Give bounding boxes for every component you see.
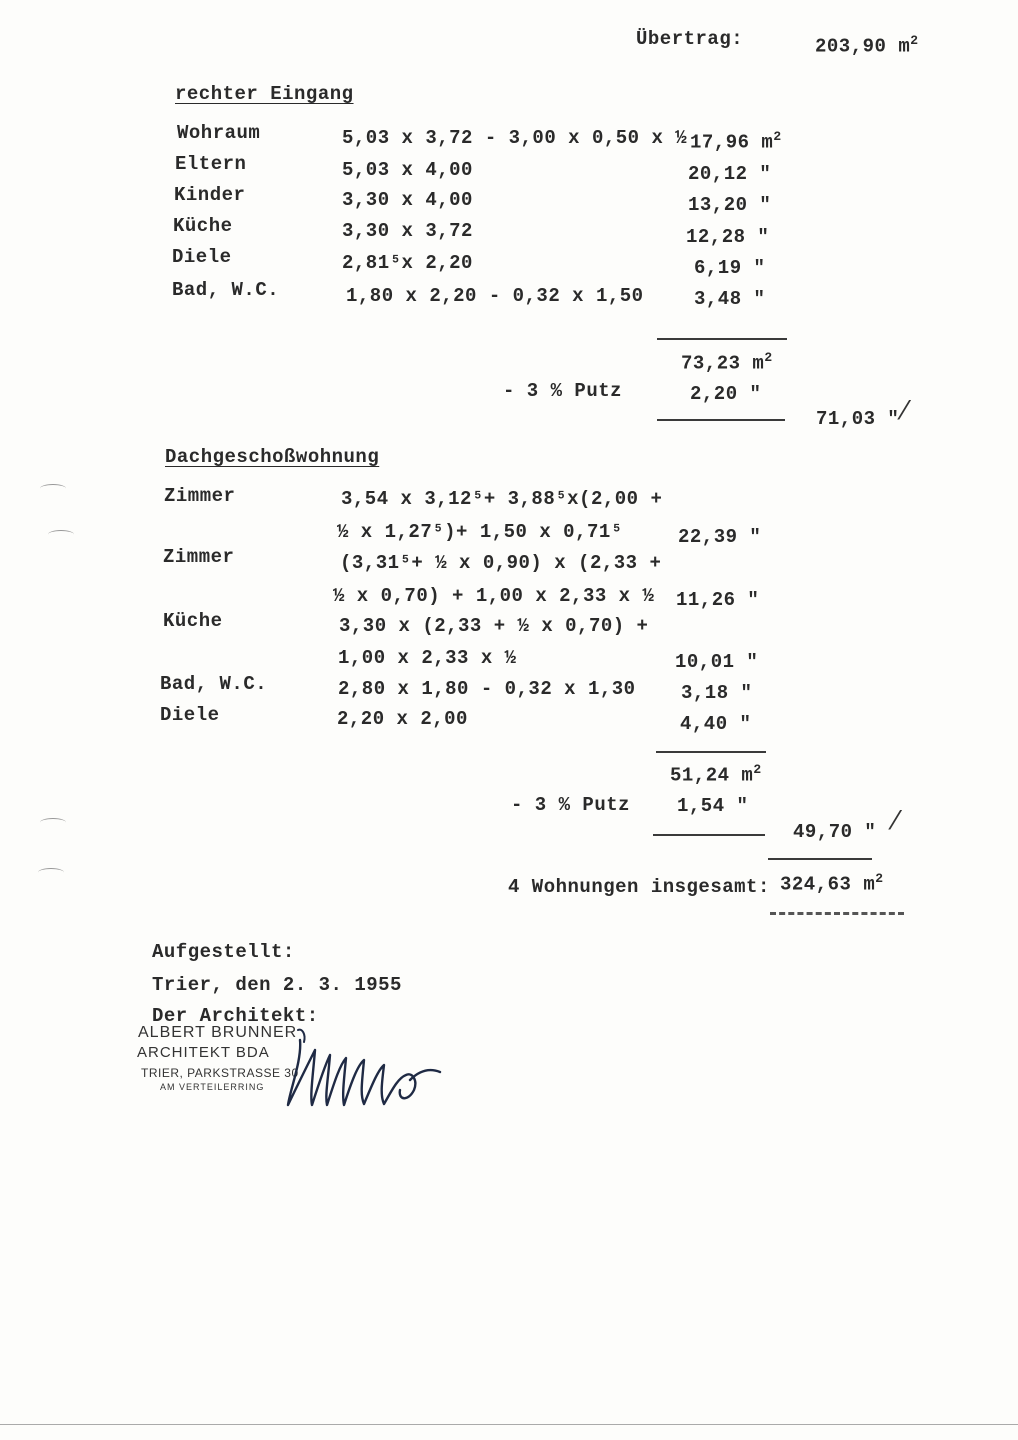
s2-row3-area: 10,01 ": [675, 651, 759, 673]
grand-total-double-rule: [770, 912, 904, 915]
stamp-line-1: ALBERT BRUNNER: [138, 1024, 298, 1041]
s2-deduction-label: - 3 % Putz: [511, 794, 631, 816]
grand-total-value: 324,63 $m^2$: [780, 871, 884, 896]
s1-row3-calc: 3,30 x 4,00: [342, 189, 473, 211]
s2-row5-area: 4,40 ": [680, 713, 752, 735]
s2-row1-calc1: 3,54 x 3,12⁵+ 3,88⁵x(2,00 +: [341, 488, 663, 510]
binding-mark: [40, 484, 66, 493]
s1-total: 71,03 ": [816, 408, 900, 430]
s2-row2-room: Zimmer: [163, 546, 235, 568]
scan-edge: [0, 1424, 1018, 1425]
s2-total-rule: [653, 834, 765, 836]
s2-sum-rule: [656, 751, 766, 753]
s2-row5-room: Diele: [160, 704, 220, 726]
s1-row4-area: 12,28 ": [686, 226, 770, 248]
s1-deduction-label: - 3 % Putz: [503, 380, 623, 402]
s1-row2-room: Eltern: [175, 153, 247, 175]
architect-label: Der Architekt:: [152, 1005, 319, 1027]
s2-total: 49,70 ": [793, 821, 877, 843]
stamp-line-3: TRIER, PARKSTRASSE 30: [141, 1066, 299, 1080]
s1-subtotal: 73,23 $m^2$: [681, 350, 773, 375]
checkmark-icon: ⁄: [893, 806, 898, 836]
binding-mark: [48, 530, 74, 539]
binding-mark: [38, 868, 64, 877]
s2-row4-area: 3,18 ": [681, 682, 753, 704]
s2-row3-calc1: 3,30 x (2,33 + ½ x 0,70) +: [339, 615, 649, 637]
s2-row2-calc2: ½ x 0,70) + 1,00 x 2,33 x ½: [333, 585, 655, 607]
prepared-label: Aufgestellt:: [152, 941, 295, 963]
s2-row1-room: Zimmer: [164, 485, 236, 507]
s1-row5-area: 6,19 ": [694, 257, 766, 279]
section2-heading: Dachgeschoßwohnung: [165, 446, 380, 468]
s1-row5-calc: 2,81⁵x 2,20: [342, 252, 473, 274]
s2-row1-area: 22,39 ": [678, 526, 762, 548]
s2-subtotal: 51,24 $m^2$: [670, 762, 762, 787]
stamp-line-2: ARCHITEKT BDA: [137, 1044, 270, 1061]
s2-row4-room: Bad, W.C.: [160, 673, 268, 695]
s2-row3-calc2: 1,00 x 2,33 x ½: [338, 647, 517, 669]
s1-row2-calc: 5,03 x 4,00: [342, 159, 473, 181]
checkmark-icon: ⁄: [902, 396, 907, 426]
s2-deduction-value: 1,54 ": [677, 795, 749, 817]
s2-row2-calc1: (3,31⁵+ ½ x 0,90) x (2,33 +: [340, 552, 662, 574]
s1-row1-area: 17,96 $m^2$: [690, 129, 782, 154]
s1-deduction-value: 2,20 ": [690, 383, 762, 405]
s1-row3-area: 13,20 ": [688, 194, 772, 216]
s1-row4-room: Küche: [173, 215, 233, 237]
s1-row3-room: Kinder: [174, 184, 246, 206]
section1-heading: rechter Eingang: [175, 83, 354, 105]
s1-row1-room: Wohraum: [177, 122, 261, 144]
s2-row5-calc1: 2,20 x 2,00: [337, 708, 468, 730]
stamp-line-4: AM VERTEILERRING: [160, 1082, 265, 1092]
place-date: Trier, den 2. 3. 1955: [152, 974, 402, 996]
grand-total-top-rule: [768, 858, 872, 860]
s1-row4-calc: 3,30 x 3,72: [342, 220, 473, 242]
s1-sum-rule: [657, 338, 787, 340]
s1-row2-area: 20,12 ": [688, 163, 772, 185]
grand-total-label: 4 Wohnungen insgesamt:: [508, 876, 770, 898]
s2-row4-calc1: 2,80 x 1,80 - 0,32 x 1,30: [338, 678, 636, 700]
carryover-label: Übertrag:: [636, 28, 744, 50]
s1-row6-area: 3,48 ": [694, 288, 766, 310]
s2-row1-calc2: ½ x 1,27⁵)+ 1,50 x 0,71⁵: [337, 521, 623, 543]
s1-total-rule: [657, 419, 785, 421]
s2-row2-area: 11,26 ": [676, 589, 760, 611]
s1-row1-calc: 5,03 x 3,72 - 3,00 x 0,50 x ½: [342, 127, 688, 149]
signature: [280, 1020, 460, 1120]
s1-row5-room: Diele: [172, 246, 232, 268]
carryover-value: 203,90 $m^2$: [815, 33, 919, 58]
s1-row6-calc: 1,80 x 2,20 - 0,32 x 1,50: [346, 285, 644, 307]
binding-mark: [40, 818, 66, 827]
s2-row3-room: Küche: [163, 610, 223, 632]
s1-row6-room: Bad, W.C.: [172, 279, 280, 301]
